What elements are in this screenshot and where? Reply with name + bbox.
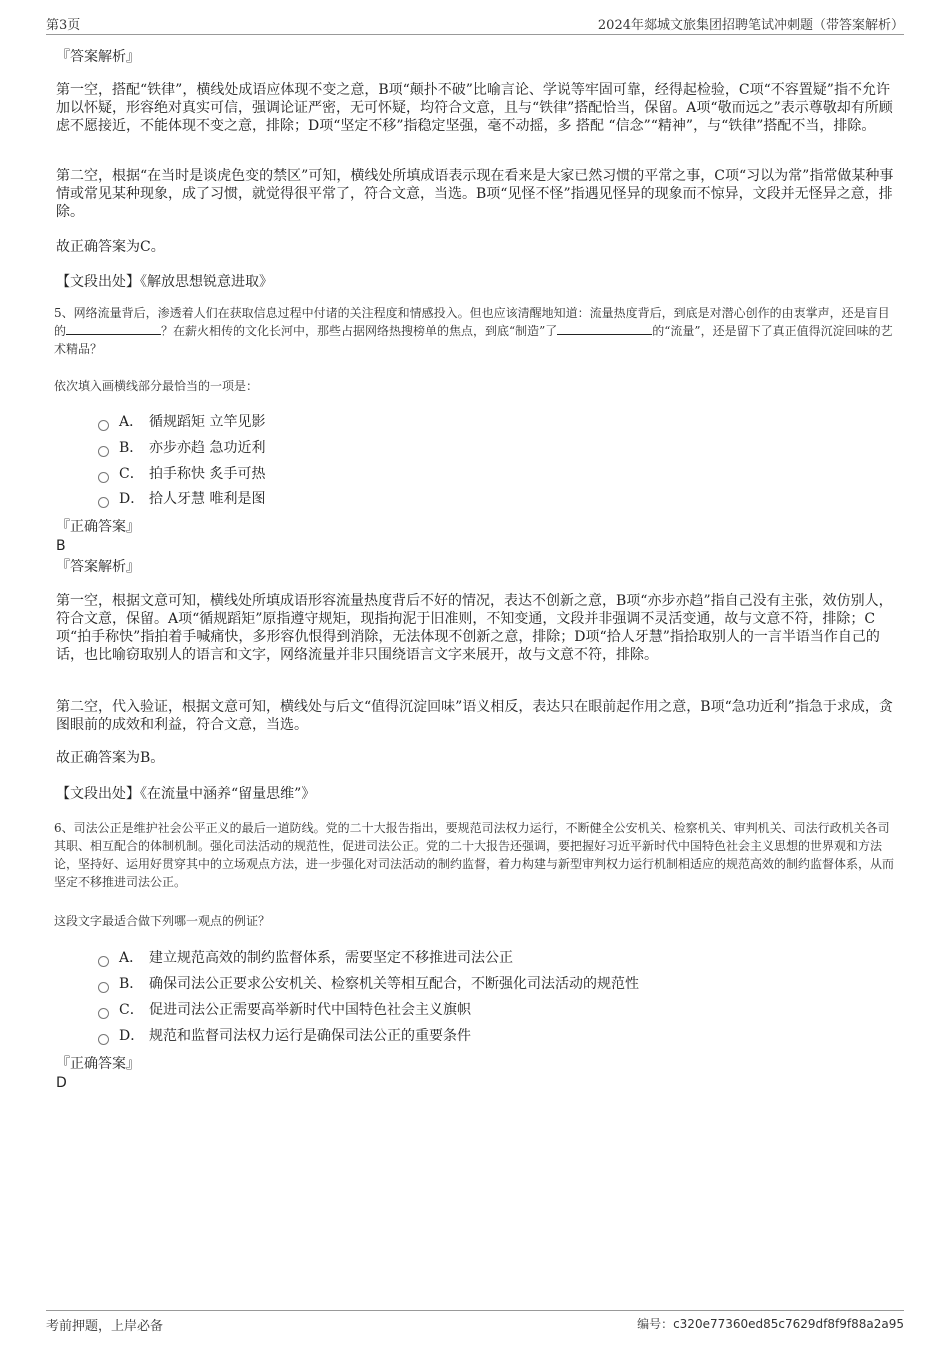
q4-analysis-para1: 第一空，搭配“铁律”，横线处成语应体现不变之意，B项“颠扑不破”比喻言论、学说等牢固可靠，经得起检验，C项“不容置疑”指不允许加以怀疑，形容绝对真实可信，强调论证严密，无可怀疑，均符合文意，且与“铁律”搭配恰当，保留。A项“敬而远之”表示尊敬却有所顾虑不愿接近，不能体现不变之意，排除；D项“坚定不移”指稳定坚强，毫不动摇，多 搭配 “信念”“精神”，与“铁律”搭配不当，排除。: [56, 82, 893, 134]
q5-option-a[interactable]: A． 循规蹈矩 立竿见影: [98, 413, 265, 431]
q5-blank-2: [557, 322, 652, 335]
q5-conclusion: 故正确答案为B。: [56, 750, 165, 766]
radio-icon[interactable]: [98, 1034, 109, 1045]
document-id: 编号：c320e77360ed85c7629df8f9f88a2a95: [637, 1317, 904, 1331]
radio-icon[interactable]: [98, 956, 109, 967]
q5-option-d[interactable]: D． 拾人牙慧 唯利是图: [98, 490, 265, 508]
q4-source: 【文段出处】《解放思想锐意进取》: [56, 274, 273, 290]
q6-option-d[interactable]: D． 规范和监督司法权力运行是确保司法公正的重要条件: [98, 1027, 471, 1045]
q5-stem-part2: ？在薪火相传的文化长河中，那些占据网络热搜榜单的焦点，到底“制造”了: [161, 324, 558, 338]
radio-icon[interactable]: [98, 982, 109, 993]
page-footer: [46, 1310, 904, 1333]
radio-icon[interactable]: [98, 446, 109, 457]
q4-analysis-label: 『答案解析』: [56, 49, 140, 65]
q5-answer-label: 『正确答案』: [56, 519, 140, 535]
footer-slogan: 考前押题，上岸必备: [46, 1319, 164, 1334]
q6-stem: 6、司法公正是维护社会公平正义的最后一道防线。党的二十大报告指出，要规范司法权力运行，不断健全公安机关、检察机关、审判机关、司法行政机关各司其职、相互配合的体制机制。强化司法活动的规范性，促进司法公正。党的二十大报告还强调，要把握好习近平新时代中国特色社会主义思想的世界观和方法论，坚持好、运用好贯穿其中的立场观点方法，进一步强化对司法活动的制约监督，着力构建与新型审判权力运行机制相适应的规范高效的制约监督体系，从而坚定不移推进司法公正。: [54, 821, 895, 889]
q5-analysis-para2: 第二空，代入验证，根据文意可知，横线处与后文“值得沉淀回味”语义相反，表达只在眼前起作用之意，B项“急功近利”指急于求成，贪图眼前的成效和利益，符合文意，当选。: [56, 699, 893, 733]
q6-answer-label: 『正确答案』: [56, 1056, 140, 1072]
radio-icon[interactable]: [98, 1008, 109, 1019]
radio-icon[interactable]: [98, 472, 109, 483]
radio-icon[interactable]: [98, 497, 109, 508]
q6-answer: D: [56, 1075, 67, 1091]
q4-analysis-para2: 第二空，根据“在当时是谈虎色变的禁区”可知，横线处所填成语表示现在看来是大家已然习惯的平常之事，C项“习以为常”指常做某种事情或常见某种现象，成了习惯，就觉得很平常了，符合文意，当选。B项“见怪不怪”指遇见怪异的现象而不惊异，文段并无怪异之意，排除。: [56, 168, 894, 220]
q5-option-c[interactable]: C． 拍手称快 炙手可热: [98, 465, 265, 483]
page-header: [46, 14, 904, 35]
q5-analysis-label: 『答案解析』: [56, 559, 140, 575]
q6-option-a[interactable]: A． 建立规范高效的制约监督体系，需要坚定不移推进司法公正: [98, 949, 513, 967]
q5-stem-part3: 的“流量”，还是留下了真正值得沉淀回味的艺术精品？: [54, 324, 893, 356]
q5-prompt: 依次填入画横线部分最恰当的一项是：: [54, 379, 259, 393]
page-number: 第3页: [46, 18, 81, 33]
q5-stem: [54, 304, 894, 358]
document-title: 2024年郯城文旅集团招聘笔试冲刺题（带答案解析）: [597, 18, 904, 33]
radio-icon[interactable]: [98, 420, 109, 431]
q6-option-c[interactable]: C． 促进司法公正需要高举新时代中国特色社会主义旗帜: [98, 1001, 471, 1019]
q5-blank-1: [66, 322, 161, 335]
q6-option-b[interactable]: B． 确保司法公正要求公安机关、检察机关等相互配合，不断强化司法活动的规范性: [98, 975, 639, 993]
q5-source: 【文段出处】《在流量中涵养“留量思维”》: [56, 786, 316, 802]
q5-answer: B: [56, 538, 66, 554]
q4-conclusion: 故正确答案为C。: [56, 239, 165, 255]
q5-analysis-para1: 第一空，根据文意可知，横线处所填成语形容流量热度背后不好的情况，表达不创新之意，B项“亦步亦趋”指自己没有主张，效仿别人，符合文意，保留。A项“循规蹈矩”原指遵守规矩，现指拘泥于旧准则，不知变通，文段并非强调不灵活变通，故与文意不符，排除；C项“拍手称快”指拍着手喊痛快，多形容仇恨得到消除，无法体现不创新之意，排除；D项“拾人牙慧”指拾取别人的一言半语当作自己的话，也比喻窃取别人的语言和文字，网络流量并非只围绕语言文字来展开，故与文意不符，排除。: [56, 593, 893, 663]
q5-stem-part1: 5、网络流量背后，渗透着人们在获取信息过程中付诸的关注程度和情感投入。但也应该清醒地知道：流量热度背后，到底是对潜心创作的由衷掌声，还是盲目的: [54, 306, 890, 338]
q5-option-b[interactable]: B． 亦步亦趋 急功近利: [98, 439, 265, 457]
q6-prompt: 这段文字最适合做下列哪一观点的例证？: [54, 914, 271, 928]
